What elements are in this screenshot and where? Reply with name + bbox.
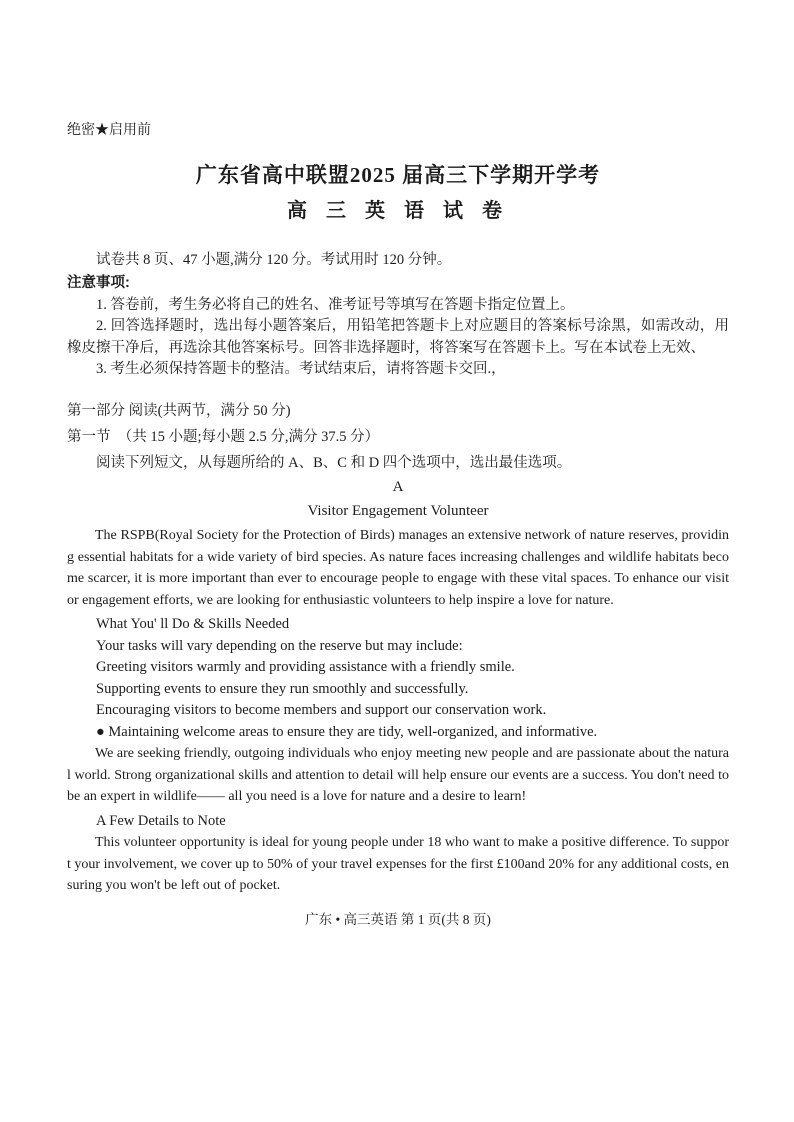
passage-paragraph-2: We are seeking friendly, outgoing individuals who enjoy meeting new people and are passionate about the natural world. Strong organizational skills and attention to detail will help ensure our events are a success. You don't need to be an expert in wildlife—— all you need is a love for nature and a desire to learn! [67, 746, 729, 804]
classification-label: 绝密★启用前 [67, 123, 151, 138]
passage-paragraph-3: This volunteer opportunity is ideal for young people under 18 who want to make a positive difference. To support your involvement, we cover up to 50% of your travel expenses for the first £100and 20% for any additional costs, ensuring you won't be left out of pocket. [67, 835, 729, 893]
task-line: Greeting visitors warmly and providing assistance with a friendly smile. [96, 659, 515, 675]
passage-subheading-2: A Few Details to Note [96, 812, 226, 829]
exam-title: 广东省高中联盟2025 届高三下学期开学考 [195, 162, 601, 187]
passage-label: A [392, 479, 404, 495]
page-footer: 广东 • 高三英语 第 1 页(共 8 页) [305, 911, 491, 927]
task-line: ● Maintaining welcome areas to ensure they are tidy, well-organized, and informative. [96, 723, 598, 740]
part1-heading: 第一部分 阅读(共两节，满分 50 分) [67, 402, 291, 419]
task-line: Supporting events to ensure they run smoothly and successfully. [96, 680, 469, 697]
page-content [67, 120, 729, 930]
passage-title: Visitor Engagement Volunteer [307, 502, 489, 519]
passage-paragraph-1: The RSPB(Royal Society for the Protection of Birds) manages an extensive network of nature reserves, providing essential habitats for a wide variety of bird species. As nature faces increasing challenges and wildlife habitats become scarcer, it is more important than ever to encourage people to engage with these vital spaces. To enhance our visitor engagement efforts, we are looking for enthusiastic volunteers to help inspire a love for nature. [67, 528, 729, 608]
notice-item: 2. 回答选择题时，选出每小题答案后，用铅笔把答题卡上对应题目的答案标号涂黑，如需改动，用橡皮擦干净后，再选涂其他答案标号。回答非选择题时，将答案写在答题卡上。写在本试卷上无效、 [67, 318, 729, 356]
section-gap [67, 381, 729, 397]
section1-instruction: 阅读下列短文，从每题所给的 A、B、C 和 D 四个选项中，选出最佳选项。 [96, 454, 572, 471]
notice-heading: 注意事项: [67, 275, 130, 291]
exam-subtitle: 高 三 英 语 试 卷 [287, 199, 509, 222]
notice-item: 3. 考生必须保持答题卡的整洁。考试结束后，请将答题卡交回.， [96, 361, 506, 377]
passage-subheading-1: What You' ll Do & Skills Needed [96, 616, 290, 632]
exam-info: 试卷共 8 页、47 小题,满分 120 分。考试用时 120 分钟。 [96, 251, 452, 268]
task-line: Your tasks will vary depending on the reserve but may include: [96, 637, 463, 654]
section1-heading: 第一节 （共 15 小题;每小题 2.5 分,满分 37.5 分） [67, 429, 380, 445]
task-line: Encouraging visitors to become members and support our conservation work. [96, 702, 547, 718]
notice-item: 1. 答卷前，考生务必将自己的姓名、准考证号等填写在答题卡指定位置上。 [96, 296, 575, 313]
